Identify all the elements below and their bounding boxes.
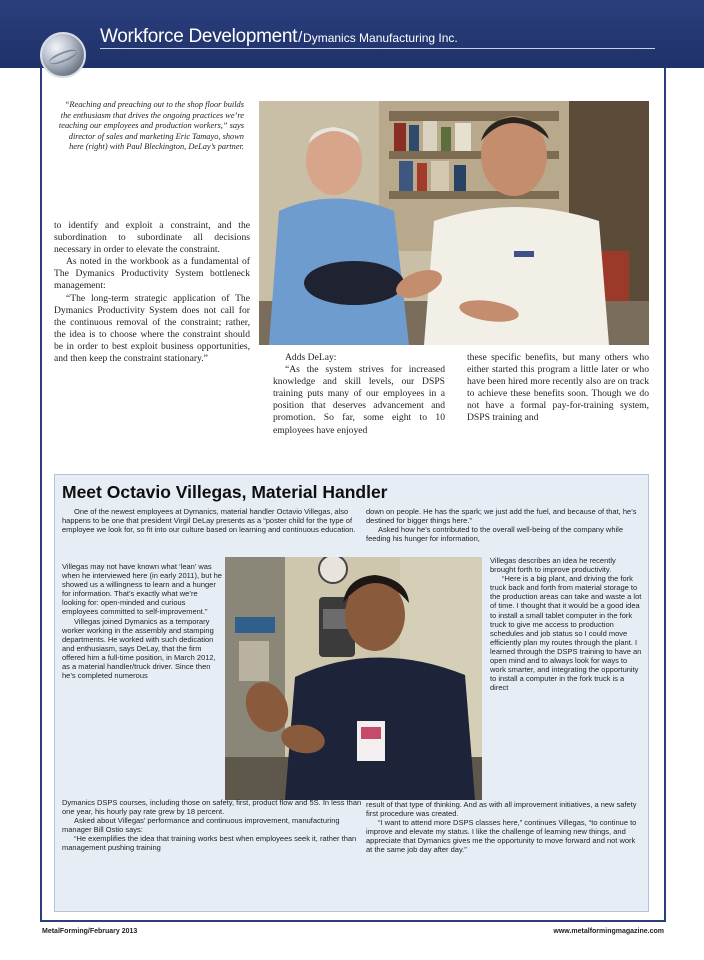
article-column-1 bbox=[54, 220, 250, 365]
sidebar-column-left bbox=[62, 562, 222, 680]
sidebar-paragraph: Asked how he’s contributed to the overall well-being of the company while feeding his hunger for information, bbox=[366, 525, 624, 544]
section-title-text: Workforce Development bbox=[100, 26, 298, 47]
sidebar-intro bbox=[62, 507, 356, 534]
article-paragraph: “As the system strives for increased knowledge and skill levels, our DSPS training puts many of our employees in a position that deserves advancement and promotion. So far, some eight to 10 employees have enjoyed bbox=[273, 364, 445, 436]
sidebar-paragraph: down on people. He has the spark; we just add the fuel, and because of that, he’s destined for bigger things here.” bbox=[366, 507, 637, 526]
sidebar-paragraph: One of the newest employees at Dymanics, material handler Octavio Villegas, also happens to be one that president Virgil DeLay presents as a “poster child for the type of employee we look for, so fit into our culture based on learning and continuous education. bbox=[62, 507, 356, 535]
villegas-photo bbox=[225, 557, 482, 800]
sidebar-title: Meet Octavio Villegas, Material Handler bbox=[62, 482, 388, 502]
article-paragraph: to identify and exploit a constraint, and the subordination to subordinate all decisions necessary in order to elevate the constraint. bbox=[54, 220, 250, 256]
article-paragraph: “The long-term strategic application of The Dymanics Productivity System does not call for the continuous removal of the constraint; rather, the idea is to choose where the constraint should be in order to best exploit business opportunities, and then keep the constraint stationary.” bbox=[54, 292, 250, 365]
globe-icon bbox=[40, 32, 86, 78]
article-paragraph: As noted in the workbook as a fundamental of The Dymanics Productivity System bottleneck management: bbox=[54, 256, 250, 292]
photo-caption bbox=[54, 100, 244, 153]
section-title bbox=[100, 26, 458, 48]
article-column-3 bbox=[467, 352, 649, 425]
photo-caption-text: “Reaching and preaching out to the shop floor builds the enthusiasm that drives the ongoing practices we’re teaching our employees and production workers,” says director of sales and marketing Eric Tamayo, shown here (right) with Paul Bleckington, DeLay’s partner. bbox=[58, 100, 244, 151]
sidebar-column-bottom-left bbox=[62, 798, 362, 853]
sidebar-paragraph: “He exemplifies the idea that training works best when employees seek it, rather than management pushing training bbox=[62, 834, 357, 853]
footer-website: www.metalformingmagazine.com bbox=[553, 928, 664, 935]
footer-issue: MetalForming/February 2013 bbox=[42, 928, 138, 935]
article-paragraph: Adds DeLay: bbox=[285, 352, 337, 363]
sidebar-paragraph: Villegas joined Dymanics as a temporary worker working in the assembly and stamping departments. He worked with such dedication and enthusiasm, says DeLay, that the firm offered him a full-time position, in March 2012, as a material handler/truck driver. Since then he’s completed numerous bbox=[62, 616, 216, 681]
section-separator: / bbox=[298, 29, 303, 46]
sidebar-paragraph: “Here is a big plant, and driving the fork truck back and forth from material storage to the production areas can take and waste a lot of time. I thought that it would be a good idea to install a small tablet computer in the fork truck to give me access to production schedules and job status so I could move efficiently plan my routes through the plant. I learned through the DSPS training to have an open mind and to always look for ways to work smarter, and integrating the opportunity to install a computer in the fork truck is a direct bbox=[490, 574, 642, 693]
article-column-2 bbox=[273, 352, 445, 437]
sidebar-paragraph: result of that type of thinking. And as with all improvement initiatives, a new safety first procedure was created. bbox=[366, 800, 637, 819]
sidebar-paragraph: “I want to attend more DSPS classes here,” continues Villegas, “to continue to improve and elevate my status. I like the challenge of learning new things, and appreciate that Dymanics gives me the opportunity to move forward and not work at the same job day after day.” bbox=[366, 818, 637, 855]
sidebar-paragraph: Villegas may not have known what ‘lean’ was when he interviewed here (in early 2011), but he showed us a willingness to learn and a hunger for information. That’s exactly what we’re looking for: open-minded and curious employees committed to self-improvement.” bbox=[62, 562, 222, 617]
company-name: Dymanics Manufacturing Inc. bbox=[303, 31, 458, 45]
sidebar-paragraph: Dymanics DSPS courses, including those on safety, first, product flow and 5S. In less than one year, his hourly pay rate grew by 18 percent. bbox=[62, 798, 362, 817]
sidebar-paragraph: Asked about Villegas’ performance and continuous improvement, manufacturing manager Bill Ostio says: bbox=[62, 816, 340, 835]
interview-photo bbox=[259, 101, 649, 345]
sidebar-paragraph: Villegas describes an idea he recently brought forth to improve productivity. bbox=[490, 556, 616, 575]
villegas-photo-image bbox=[225, 557, 482, 800]
sidebar-column-bottom-right bbox=[366, 800, 643, 855]
sidebar-column-right bbox=[490, 556, 643, 692]
interview-photo-image bbox=[259, 101, 649, 345]
sidebar-intro-right bbox=[366, 507, 643, 543]
article-paragraph: these specific benefits, but many others who either started this program a little later or who have been hired more recently also are on track to achieve these benefits soon. Though we do not have a formal pay-for-training system, DSPS training and bbox=[467, 352, 649, 424]
header-rule bbox=[100, 48, 655, 49]
